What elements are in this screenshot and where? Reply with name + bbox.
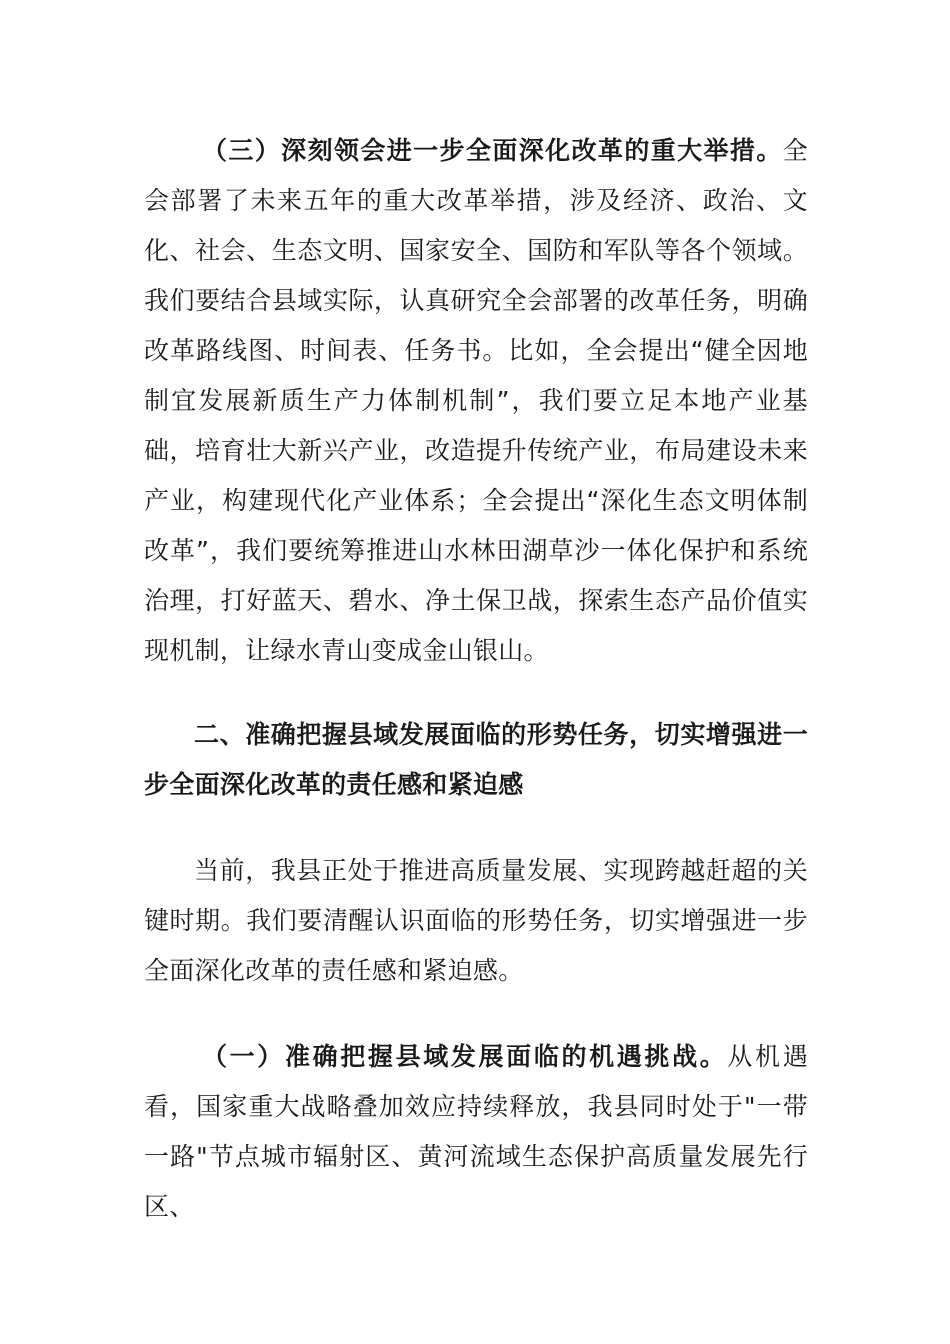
section-3-body: 全会部署了未来五年的重大改革举措，涉及经济、政治、文化、社会、生态文明、国家安全、国防和军队等各个领域。我们要结合县域实际，认真研究全会部署的改革任务，明确改革路线图、时间表、任务书。比如，全会提出“健全因地制宜发展新质生产力体制机制”，我们要立足本地产业基础，培育壮大新兴产业，改造提升传统产业，布局建设未来产业，构建现代化产业体系；全会提出“深化生态文明体制改革”，我们要统筹推进山水林田湖草沙一体化保护和系统治理，打好蓝天、碧水、净土保卫战，探索生态产品价值实现机制，让绿水青山变成金山银山。 <box>144 136 808 665</box>
chapter-2-heading: 二、准确把握县域发展面临的形势任务，切实增强进一步全面深化改革的责任感和紧迫感 <box>144 720 808 799</box>
paragraph-section-3 <box>144 126 808 676</box>
chapter-2-intro: 当前，我县正处于推进高质量发展、实现跨越赶超的关键时期。我们要清醒认识面临的形势任务，切实增强进一步全面深化改革的责任感和紧迫感。 <box>144 856 808 985</box>
section-3-lead: （三）深刻领会进一步全面深化改革的重大举措。 <box>202 136 783 165</box>
paragraph-section-1 <box>144 1032 808 1232</box>
section-1-body: 从机遇看，国家重大战略叠加效应持续释放，我县同时处于"一带一路"节点城市辐射区、黄河流域生态保护高质量发展先行区、 <box>144 1042 808 1221</box>
section-1-lead: （一）准确把握县域发展面临的机遇挑战。 <box>202 1042 728 1071</box>
document-page <box>144 126 808 1232</box>
